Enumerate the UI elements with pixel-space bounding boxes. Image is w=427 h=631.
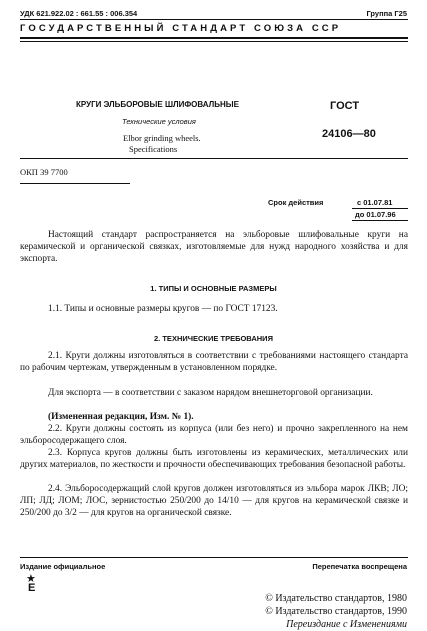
edition-label: Издание официальное: [20, 562, 106, 571]
udk-code: УДК 621.922.02 : 661.55 : 006.354: [20, 9, 138, 18]
validity-rule: [352, 208, 408, 209]
document-subtitle: Технические условия: [122, 117, 196, 126]
okp-rule: [20, 183, 130, 184]
section2-para5: 2.4. Эльборосодержащий слой кругов должен изготовляться из эльбора марок ЛКВ; ЛО; ЛП; ЛД; ЛОМ; ЛОС, зернистостью 250/200 до 14/10 — для кругов на керамической связке и 250/200 до 3/2 — для кругов на органической связке.: [20, 484, 408, 518]
reissue-note: Переиздание с Изменениями: [286, 619, 407, 630]
group-code: Группа Г25: [366, 9, 407, 18]
gost-number: 24106—80: [322, 128, 376, 140]
reprint-notice: Перепечатка воспрещена: [312, 562, 407, 571]
intro-paragraph: Настоящий стандарт распространяется на эльборовые шлифовальные круги на керамической и органической связках, изготовляемые для нужд народного хозяйства и для экспорта.: [20, 230, 408, 264]
banner-rule-thick: [20, 37, 408, 39]
document-title: КРУГИ ЭЛЬБОРОВЫЕ ШЛИФОВАЛЬНЫЕ: [76, 100, 239, 109]
section2-para4: 2.3. Корпуса кругов должны быть изготовлены из керамических, металлических или других материалов, по жесткости и прочности обеспечивающих требования безопасной работы.: [20, 448, 408, 470]
star-icon: ★: [26, 573, 36, 585]
section2-para1: 2.1. Круги должны изготовляться в соответствии с требованиями настоящего стандарта по рабочим чертежам, утвержденным в установленном порядке.: [20, 351, 408, 373]
title-block-rule: [20, 158, 408, 159]
section2-para3: 2.2. Круги должны состоять из корпуса (или без него) и прочно закрепленного на нем эльборосодержащего слоя.: [20, 424, 408, 446]
state-mark-e: Е: [28, 582, 36, 594]
title-english-line1: Elbor grinding wheels.: [123, 133, 201, 143]
copyright-1990: © Издательство стандартов, 1990: [265, 606, 407, 617]
title-english: [123, 133, 201, 155]
copyright-1980: © Издательство стандартов, 1980: [265, 593, 407, 604]
section2-amendment-note: (Измененная редакция, Изм. № 1).: [48, 412, 194, 422]
section2-heading: 2. ТЕХНИЧЕСКИЕ ТРЕБОВАНИЯ: [154, 334, 273, 343]
banner-rule-thin: [20, 41, 408, 42]
validity-rule-bottom: [352, 220, 408, 221]
validity-from: с 01.07.81: [357, 198, 393, 207]
footer-rule: [20, 557, 408, 558]
top-rule: [20, 19, 408, 20]
standard-banner: ГОСУДАРСТВЕННЫЙ СТАНДАРТ СОЮЗА ССР: [20, 23, 342, 34]
title-english-line2: Specifications: [129, 144, 178, 154]
gost-label: ГОСТ: [330, 100, 360, 112]
section1-heading: 1. ТИПЫ И ОСНОВНЫЕ РАЗМЕРЫ: [150, 284, 277, 293]
section2-para2: Для экспорта — в соответствии с заказом нарядом внешнеторговой организации.: [48, 388, 373, 398]
validity-to: до 01.07.96: [355, 210, 396, 219]
okp-code: ОКП 39 7700: [20, 167, 68, 177]
validity-label: Срок действия: [268, 198, 324, 207]
section1-para1: 1.1. Типы и основные размеры кругов — по ГОСТ 17123.: [48, 304, 278, 314]
